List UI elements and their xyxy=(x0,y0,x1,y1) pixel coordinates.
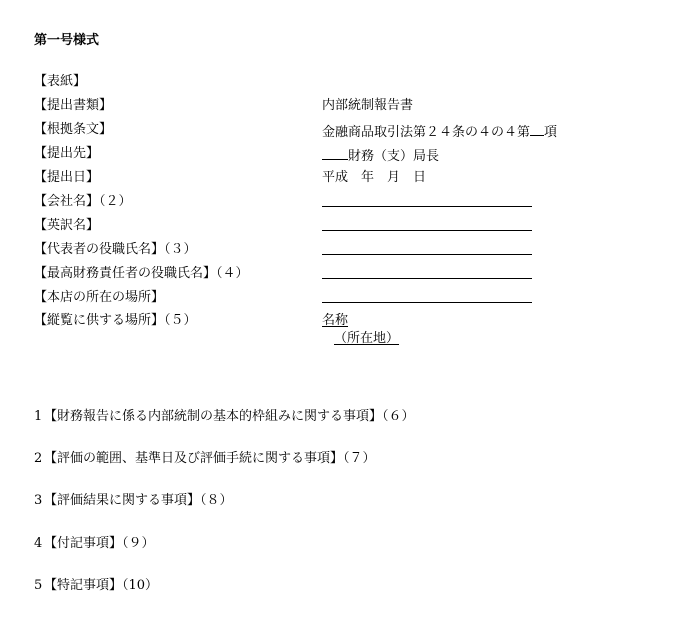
section-title: 【付記事項】（９） xyxy=(44,536,155,551)
section-number: 4 xyxy=(34,536,43,551)
submitted-to-text: 財務（支）局長 xyxy=(348,149,440,164)
section-number: 2 xyxy=(34,451,43,466)
section-number: 1 xyxy=(34,409,43,424)
legal-basis-label: 【根拠条文】 xyxy=(34,122,113,137)
field-row-representative xyxy=(34,241,654,259)
company-name-blank-line xyxy=(322,206,532,207)
section-title: 【財務報告に係る内部統制の基本的枠組みに関する事項】（６） xyxy=(44,409,415,424)
field-row-submission-date xyxy=(34,169,654,187)
submitted-to-value xyxy=(322,145,439,166)
section-item xyxy=(34,535,155,553)
field-row-document-type xyxy=(34,97,654,115)
field-row-submitted-to xyxy=(34,145,654,163)
form-title: 第一号様式 xyxy=(34,33,100,48)
bureau-name-blank xyxy=(322,145,348,160)
section-item xyxy=(34,577,158,595)
head-office-label: 【本店の所在の場所】 xyxy=(34,290,165,305)
section-number: 3 xyxy=(34,493,43,508)
representative-label: 【代表者の役職氏名】（３） xyxy=(34,242,197,257)
field-row-legal-basis xyxy=(34,121,654,139)
document-type-label: 【提出書類】 xyxy=(34,98,113,113)
section-number: 5 xyxy=(34,578,43,593)
section-item xyxy=(34,408,415,426)
cover-heading-row xyxy=(34,73,654,91)
submission-date-label: 【提出日】 xyxy=(34,170,100,185)
field-row-company-name xyxy=(34,193,654,211)
legal-basis-suffix: 項 xyxy=(544,125,558,140)
field-row-head-office xyxy=(34,289,654,307)
public-inspection-name: 名称 xyxy=(322,313,349,328)
section-title: 【評価結果に関する事項】（８） xyxy=(44,493,233,508)
head-office-blank-line xyxy=(322,302,532,303)
legal-basis-value xyxy=(322,121,557,142)
cover-heading: 【表紙】 xyxy=(34,74,87,89)
submitted-to-label: 【提出先】 xyxy=(34,146,100,161)
company-name-label: 【会社名】（２） xyxy=(34,194,132,209)
public-inspection-label: 【縦覧に供する場所】（５） xyxy=(34,313,197,328)
submission-date-value: 平成 年 月 日 xyxy=(322,170,427,185)
english-name-blank-line xyxy=(322,230,532,231)
paragraph-number-blank xyxy=(530,121,544,136)
cfo-blank-line xyxy=(322,278,532,279)
section-item xyxy=(34,450,376,468)
section-title: 【評価の範囲、基準日及び評価手続に関する事項】（７） xyxy=(44,451,376,466)
field-row-public-inspection xyxy=(34,312,654,352)
representative-blank-line xyxy=(322,254,532,255)
section-item xyxy=(34,492,233,510)
cfo-label: 【最高財務責任者の役職氏名】（４） xyxy=(34,266,249,281)
section-title: 【特記事項】（10） xyxy=(44,578,159,593)
document-type-value: 内部統制報告書 xyxy=(322,98,414,113)
field-row-english-name xyxy=(34,217,654,235)
legal-basis-text: 金融商品取引法第２４条の４の４第 xyxy=(322,125,531,140)
public-inspection-address: （所在地） xyxy=(334,331,400,346)
english-name-label: 【英訳名】 xyxy=(34,218,100,233)
field-row-cfo xyxy=(34,265,654,283)
